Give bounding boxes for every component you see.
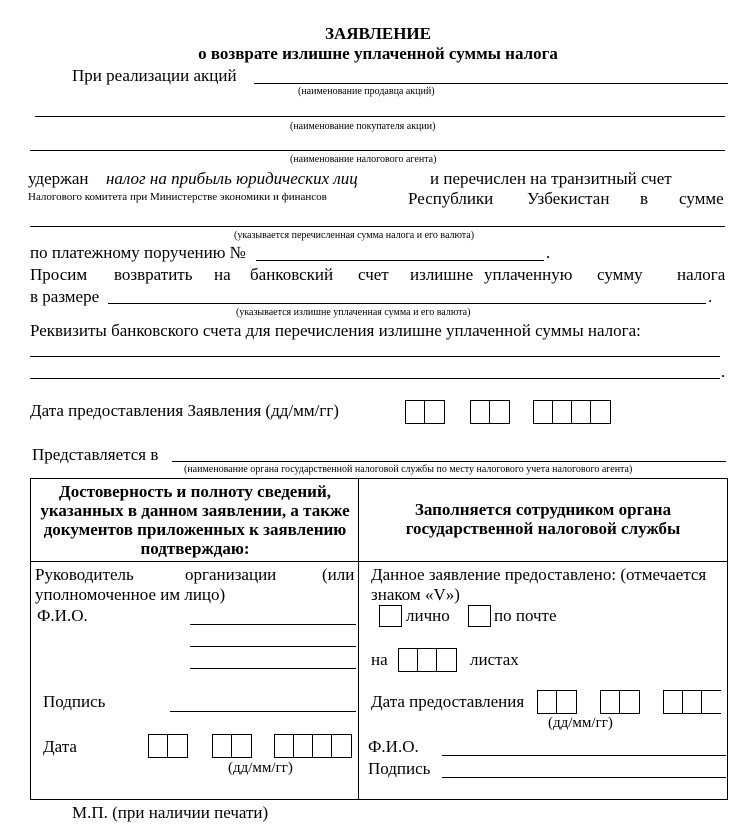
table-top-border <box>30 478 728 479</box>
stamp-label: М.П. (при наличии печати) <box>72 803 269 822</box>
request-word-9: налога <box>677 265 726 284</box>
sale-label: При реализации акций <box>72 66 237 85</box>
authority-field[interactable] <box>172 461 726 462</box>
bank-details-dot: . <box>721 362 726 381</box>
agent-field[interactable] <box>30 150 725 151</box>
committee-name: Налогового комитета при Министерстве экономики и финансов <box>28 191 327 203</box>
in-amount-label: в размере <box>30 287 100 306</box>
date-format-hint: (дд/мм/гг) <box>228 760 293 776</box>
form-subtitle: о возврате излишне уплаченной суммы налога <box>198 44 558 63</box>
hint-amount: (указывается перечисленная сумма налога и его валюта) <box>234 230 475 241</box>
hint-agent: (наименование налогового агента) <box>290 154 437 165</box>
request-word-8: сумму <box>597 265 643 284</box>
submitted-via-label: Данное заявление предоставлено: (отмечается знаком «V») <box>371 565 707 604</box>
signature-field[interactable] <box>170 711 356 712</box>
fio-field-3[interactable] <box>190 668 356 669</box>
r-fio-field[interactable] <box>442 755 726 756</box>
submit-day-boxes[interactable] <box>405 400 445 424</box>
head-word-2: организации <box>185 565 277 584</box>
withheld-tax-type: налог на прибыль юридических лиц <box>106 169 358 188</box>
payment-order-label: по платежному поручению № <box>30 243 246 262</box>
in-person-checkbox[interactable] <box>379 605 402 627</box>
republic-word-1: Республики <box>408 189 494 208</box>
republic-word-3: в <box>640 189 649 208</box>
r-date-year-boxes[interactable] <box>663 690 721 714</box>
table-left-border <box>30 478 31 800</box>
request-word-5: счет <box>358 265 389 284</box>
overpaid-amount-field[interactable] <box>108 303 706 304</box>
amount-field[interactable] <box>30 226 725 227</box>
hint-seller: (наименование продавца акций) <box>298 86 435 97</box>
fio-field-1[interactable] <box>190 624 356 625</box>
request-word-1: Просим <box>30 265 88 284</box>
republic-word-2: Узбекистан <box>527 189 610 208</box>
r-date-label: Дата предоставления <box>371 692 525 711</box>
withheld-text-2: и перечислен на транзитный счет <box>430 169 672 188</box>
date-year-boxes[interactable] <box>274 734 352 758</box>
payment-order-field[interactable] <box>256 260 544 261</box>
buyer-field[interactable] <box>35 116 725 117</box>
r-date-day-boxes[interactable] <box>537 690 577 714</box>
submit-month-boxes[interactable] <box>470 400 510 424</box>
bank-details-field-2[interactable] <box>30 378 720 379</box>
by-mail-checkbox[interactable] <box>468 605 491 627</box>
left-column-header: Достоверность и полноту сведений, указанных в данном заявлении, а также документов приложенных к заявлению подтверждаю: <box>40 482 350 558</box>
date-month-boxes[interactable] <box>212 734 252 758</box>
request-word-6: излишне <box>410 265 474 284</box>
submit-date-label: Дата предоставления Заявления (дд/мм/гг) <box>30 401 339 420</box>
head-word-1: Руководитель <box>35 565 134 584</box>
request-word-3: на <box>214 265 231 284</box>
hint-authority: (наименование органа государственной налоговой службы по месту налогового учета налогового агента) <box>184 464 633 475</box>
hint-overpaid: (указывается излишне уплаченная сумма и его валюта) <box>236 307 471 318</box>
submit-year-boxes[interactable] <box>533 400 611 424</box>
head-word-4: уполномоченное им лицо) <box>35 585 226 604</box>
submitted-to-label: Представляется в <box>32 445 159 464</box>
table-header-divider <box>30 561 728 562</box>
republic-word-4: сумме <box>679 189 724 208</box>
r-signature-label: Подпись <box>368 759 431 778</box>
by-mail-label: по почте <box>494 606 557 625</box>
right-column-header: Заполняется сотрудником органа государственной налоговой службы <box>405 500 681 538</box>
r-signature-field[interactable] <box>442 777 726 778</box>
bank-details-label: Реквизиты банковского счета для перечисления излишне уплаченной суммы налога: <box>30 321 641 340</box>
signature-label: Подпись <box>43 692 106 711</box>
request-word-2: возвратить <box>114 265 193 284</box>
request-word-7: уплаченную <box>484 265 573 284</box>
r-date-format-hint: (дд/мм/гг) <box>548 715 613 731</box>
table-bottom-border <box>30 799 728 800</box>
bank-details-field-1[interactable] <box>30 356 720 357</box>
overpaid-dot: . <box>708 287 713 306</box>
payment-order-dot: . <box>546 243 551 262</box>
sheets-label: листах <box>470 650 519 669</box>
table-right-border <box>727 478 728 800</box>
r-fio-label: Ф.И.О. <box>368 737 419 756</box>
withheld-text-1: удержан <box>28 169 89 188</box>
date-label: Дата <box>43 737 77 756</box>
sheets-on-label: на <box>371 650 388 669</box>
sheets-count-boxes[interactable] <box>398 648 457 672</box>
head-word-3: (или <box>322 565 355 584</box>
fio-field-2[interactable] <box>190 646 356 647</box>
date-day-boxes[interactable] <box>148 734 188 758</box>
seller-field[interactable] <box>254 83 728 84</box>
in-person-label: лично <box>406 606 450 625</box>
form-title: ЗАЯВЛЕНИЕ <box>324 24 431 43</box>
hint-buyer: (наименование покупателя акции) <box>290 121 436 132</box>
fio-label: Ф.И.О. <box>37 606 88 625</box>
r-date-month-boxes[interactable] <box>600 690 640 714</box>
request-word-4: банковский <box>250 265 334 284</box>
table-middle-border <box>358 478 359 800</box>
